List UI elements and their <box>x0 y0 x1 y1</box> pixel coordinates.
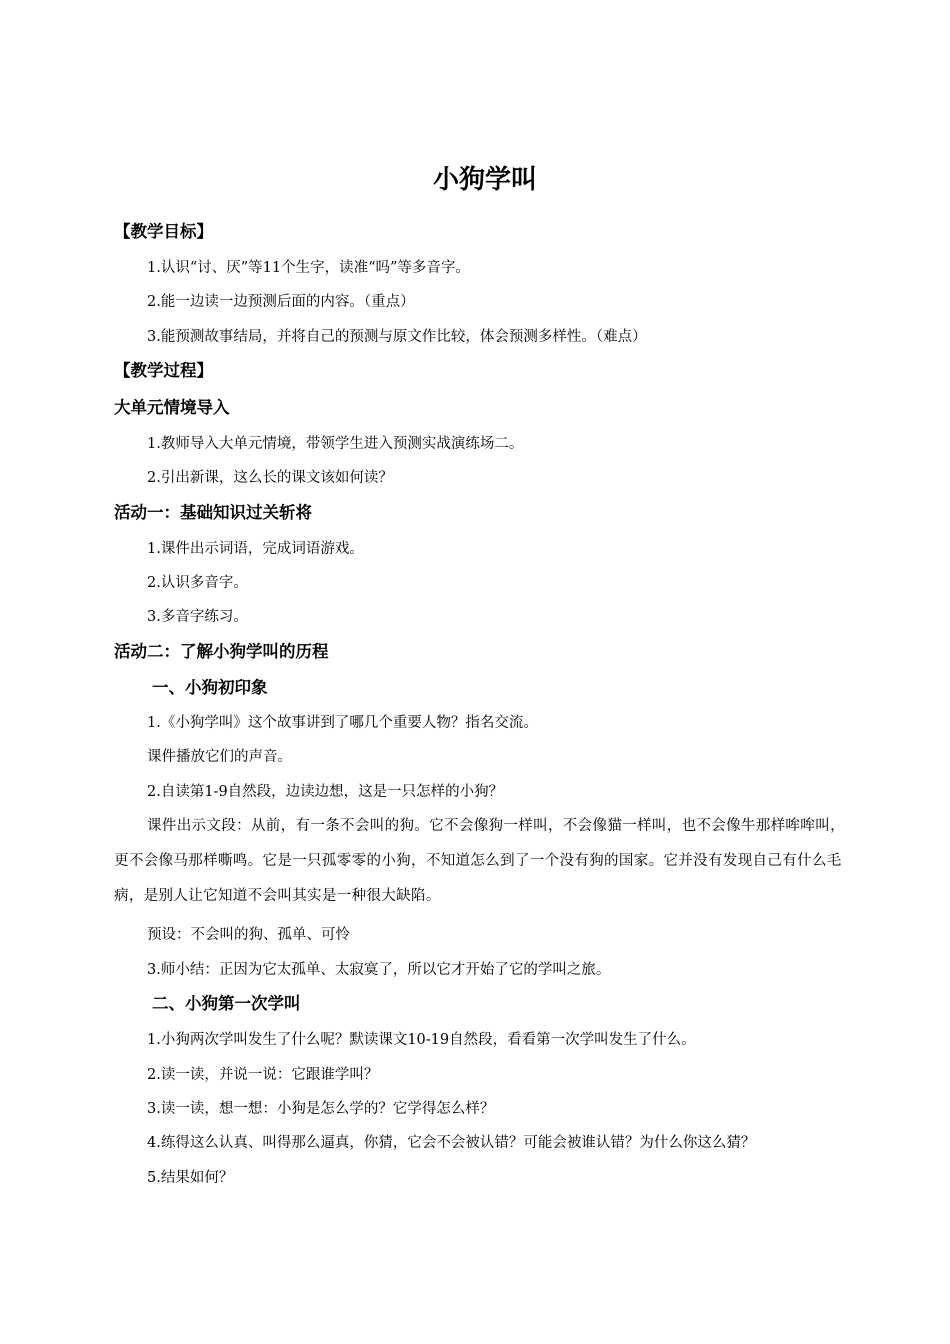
part1-after-item: 3.师小结：正因为它太孤单、太寂寞了，所以它才开始了它的学叫之旅。 <box>147 962 611 978</box>
part1-heading: 一、小狗初印象 <box>152 678 268 697</box>
process-heading: 【教学过程】 <box>114 361 213 380</box>
intro-heading: 大单元情境导入 <box>114 398 230 417</box>
part2-item: 3.读一读，想一想：小狗是怎么学的？它学得怎么样？ <box>147 1101 495 1117</box>
part1-after-item: 预设：不会叫的狗、孤单、可怜 <box>147 927 350 943</box>
objectives-heading: 【教学目标】 <box>114 222 213 241</box>
part2-item: 1.小狗两次学叫发生了什么呢？默读课文10-19自然段，看看第一次学叫发生了什么。 <box>147 1032 696 1048</box>
objective-item: 1.认识“讨、厌”等11个生字，读准“吗”等多音字。 <box>147 260 470 276</box>
activity1-item: 1.课件出示词语，完成词语游戏。 <box>147 541 364 557</box>
activity1-item: 2.认识多音字。 <box>147 575 248 591</box>
part2-item: 2.读一读，并说一说：它跟谁学叫？ <box>147 1067 379 1083</box>
objective-item: 3.能预测故事结局，并将自己的预测与原文作比较，体会预测多样性。（难点） <box>147 329 647 345</box>
part2-item: 4.练得这么认真、叫得那么逼真，你猜，它会不会被认错？可能会被谁认错？为什么你这么猜？ <box>147 1135 756 1151</box>
activity1-heading: 活动一：基础知识过关斩将 <box>114 503 312 522</box>
activity1-item: 3.多音字练习。 <box>147 609 248 625</box>
intro-item: 2.引出新课，这么长的课文该如何读？ <box>147 470 393 486</box>
objective-item: 2.能一边读一边预测后面的内容。（重点） <box>147 294 415 310</box>
part1-excerpt: 课件出示文段：从前，有一条不会叫的狗。它不会像狗一样叫，不会像猫一样叫，也不会像牛那样哞哞叫，更不会像马那样嘶鸣。它是一只孤零零的小狗，不知道怎么到了一个没有狗的国家。它并没有发现自己有什么毛病，是别人让它知道不会叫其实是一种很大缺陷。 <box>114 818 845 904</box>
part1-item: 1.《小狗学叫》这个故事讲到了哪几个重要人物？指名交流。 <box>147 715 538 731</box>
activity2-heading: 活动二：了解小狗学叫的历程 <box>114 642 329 661</box>
part2-heading: 二、小狗第一次学叫 <box>152 994 301 1013</box>
part1-item: 课件播放它们的声音。 <box>147 749 292 765</box>
intro-item: 1.教师导入大单元情境，带领学生进入预测实战演练场二。 <box>147 436 524 452</box>
document-title: 小狗学叫 <box>432 165 537 195</box>
part1-item: 2.自读第1-9自然段，边读边想，这是一只怎样的小狗？ <box>147 784 504 800</box>
part2-item: 5.结果如何？ <box>147 1170 234 1186</box>
